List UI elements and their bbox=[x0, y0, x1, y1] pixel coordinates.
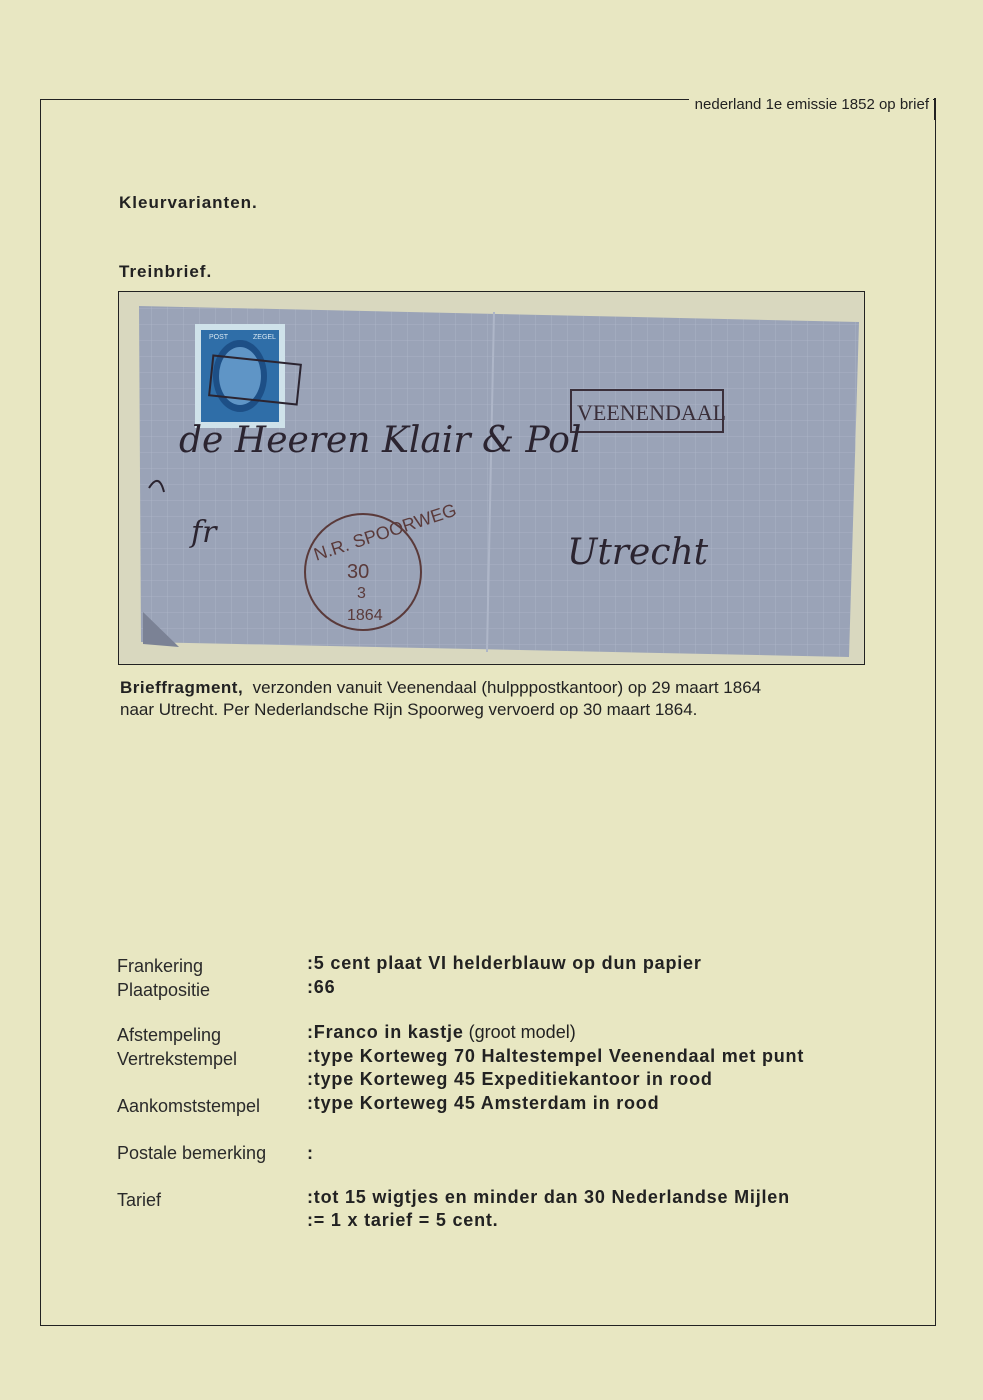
value-plaatpositie: :66 bbox=[307, 977, 336, 997]
page-subtitle: Treinbrief. bbox=[119, 262, 213, 281]
stamp-label-post: POST bbox=[209, 334, 229, 341]
page-title: Kleurvarianten. bbox=[119, 193, 258, 212]
value-postale-bemerking: : bbox=[307, 1143, 314, 1163]
cover-caption bbox=[120, 677, 920, 721]
series-title: nederland 1e emissie 1852 op brief bbox=[689, 96, 933, 113]
caption-line1: verzonden vanuit Veenendaal (hulpppostkantoor) op 29 maart 1864 bbox=[252, 678, 762, 697]
caption-line2: naar Utrecht. Per Nederlandsche Rijn Spoorweg vervoerd op 30 maart 1864. bbox=[120, 700, 698, 719]
svg-text:N.R. SPOORWEG: N.R. SPOORWEG bbox=[311, 499, 459, 565]
cover-photo-frame bbox=[118, 291, 865, 665]
value-vertrekstempel: :type Korteweg 70 Haltestempel Veenendaal met punt bbox=[307, 1046, 805, 1066]
veenendaal-cancel: VEENENDAAL bbox=[577, 400, 727, 425]
value-frankering: :5 cent plaat VI helderblauw op dun papier bbox=[307, 953, 702, 973]
label-postale-bemerking: Postale bemerking bbox=[117, 1143, 267, 1163]
header-divider bbox=[934, 98, 936, 120]
city-handwriting: Utrecht bbox=[567, 532, 709, 573]
svg-text:1864: 1864 bbox=[347, 607, 383, 624]
label-tarief: Tarief bbox=[117, 1190, 162, 1210]
label-vertrekstempel: Vertrekstempel bbox=[117, 1049, 238, 1069]
cover-image bbox=[119, 292, 863, 663]
value-aankomststempel: :type Korteweg 45 Amsterdam in rood bbox=[307, 1093, 660, 1113]
value-afstempeling: :Franco in kastje (groot model) bbox=[307, 1022, 576, 1042]
svg-text:3: 3 bbox=[357, 585, 366, 602]
value-tarief: :tot 15 wigtjes en minder dan 30 Nederlandse Mijlen bbox=[307, 1187, 790, 1207]
franco-handwriting: fr bbox=[191, 515, 217, 550]
label-aankomststempel: Aankomststempel bbox=[117, 1096, 261, 1116]
svg-text:30: 30 bbox=[347, 561, 370, 583]
value-expeditie: :type Korteweg 45 Expeditiekantoor in rood bbox=[307, 1069, 713, 1089]
caption-lead: Brieffragment, bbox=[120, 678, 244, 697]
stamp-image bbox=[195, 324, 285, 428]
address-handwriting: de Heeren Klair & Pol bbox=[179, 420, 582, 461]
label-afstempeling: Afstempeling bbox=[117, 1025, 222, 1045]
label-frankering: Frankering bbox=[117, 956, 204, 976]
value-tarief-total: := 1 x tarief = 5 cent. bbox=[307, 1210, 499, 1230]
label-plaatpositie: Plaatpositie bbox=[117, 980, 211, 1000]
stamp-label-zegel: ZEGEL bbox=[253, 334, 276, 341]
